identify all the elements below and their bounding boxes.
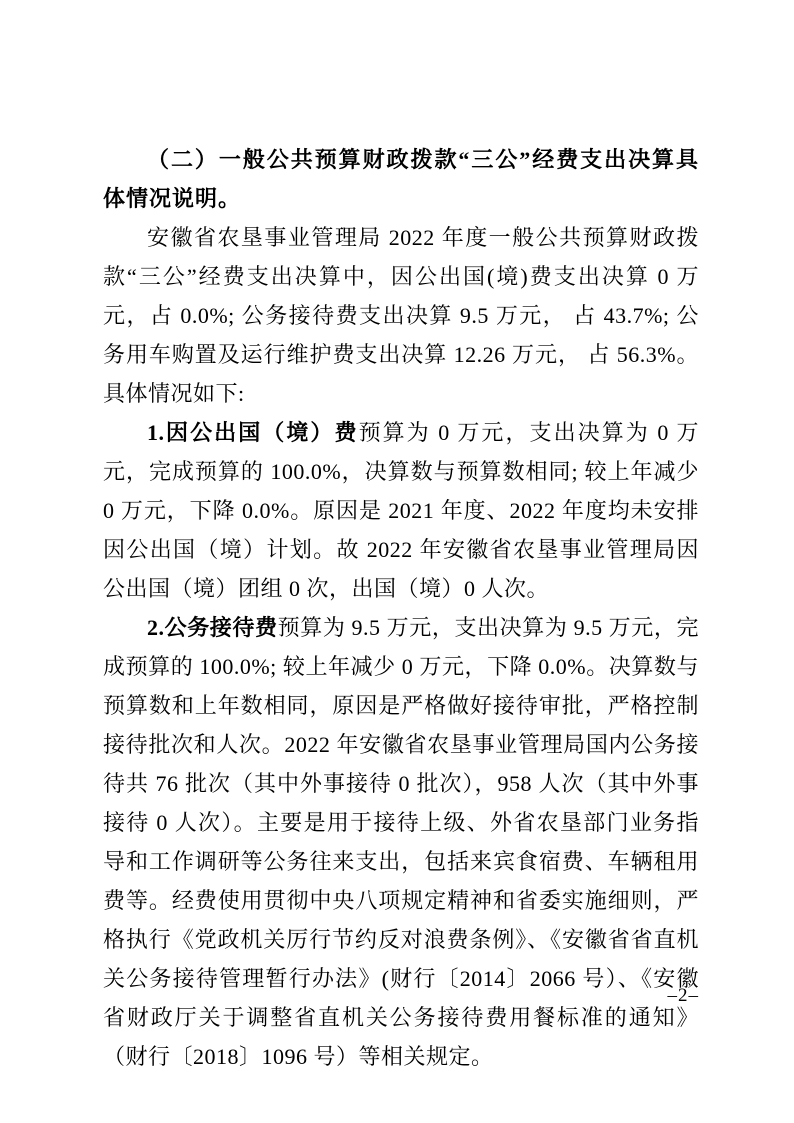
paragraph-text: 预算为 0 万元，支出决算为 0 万元，完成预算的 100.0%，决算数与预算数相同; 较上年减少 0 万元，下降 0.0%。原因是 2021 年度、2022 年度均未安排因公出国（境）计划。故 2022 年安徽省农垦事业管理局因公出国（境）团组 0 次，出国（境）0 人次。 bbox=[103, 420, 699, 601]
paragraph-overview bbox=[103, 218, 699, 413]
paragraph-lead: 1.因公出国（境）费 bbox=[147, 420, 359, 445]
page-number: –2– bbox=[667, 985, 699, 1006]
paragraph-text: 安徽省农垦事业管理局 2022 年度一般公共预算财政拨款“三公”经费支出决算中，因公出国(境)费支出决算 0 万元，占 0.0%; 公务接待费支出决算 9.5 万元， 占 43.7%; 公务用车购置及运行维护费支出决算 12.26 万元， 占 56.3%。具体情况如下: bbox=[103, 225, 699, 406]
section-heading: （二）一般公共预算财政拨款“三公”经费支出决算具体情况说明。 bbox=[103, 147, 699, 211]
paragraph-item-2-reception-expense bbox=[103, 608, 699, 1076]
paragraph-text: 预算为 9.5 万元，支出决算为 9.5 万元，完成预算的 100.0%; 较上年减少 0 万元，下降 0.0%。决算数与预算数和上年数相同，原因是严格做好接待审批，严格控制接待批次和人次。2022 年安徽省农垦事业管理局国内公务接待共 76 批次（其中外事接待 0 批次），958 人次（其中外事接待 0 人次）。主要是用于接待上级、外省农垦部门业务指导和工作调研等公务往来支出，包括来宾食宿费、车辆租用费等。经费使用贯彻中央八项规定精神和省委实施细则，严格执行《党政机关厉行节约反对浪费条例》、《安徽省省直机关公务接待管理暂行办法》(财行〔2014〕2066 号）、《安徽省财政厅关于调整省直机关公务接待费用餐标准的通知》（财行〔2018〕1096 号）等相关规定。 bbox=[103, 615, 699, 1069]
paragraph-lead: 2.公务接待费 bbox=[147, 615, 278, 640]
document-content bbox=[103, 140, 699, 1076]
paragraph-item-1-abroad-expense bbox=[103, 413, 699, 608]
